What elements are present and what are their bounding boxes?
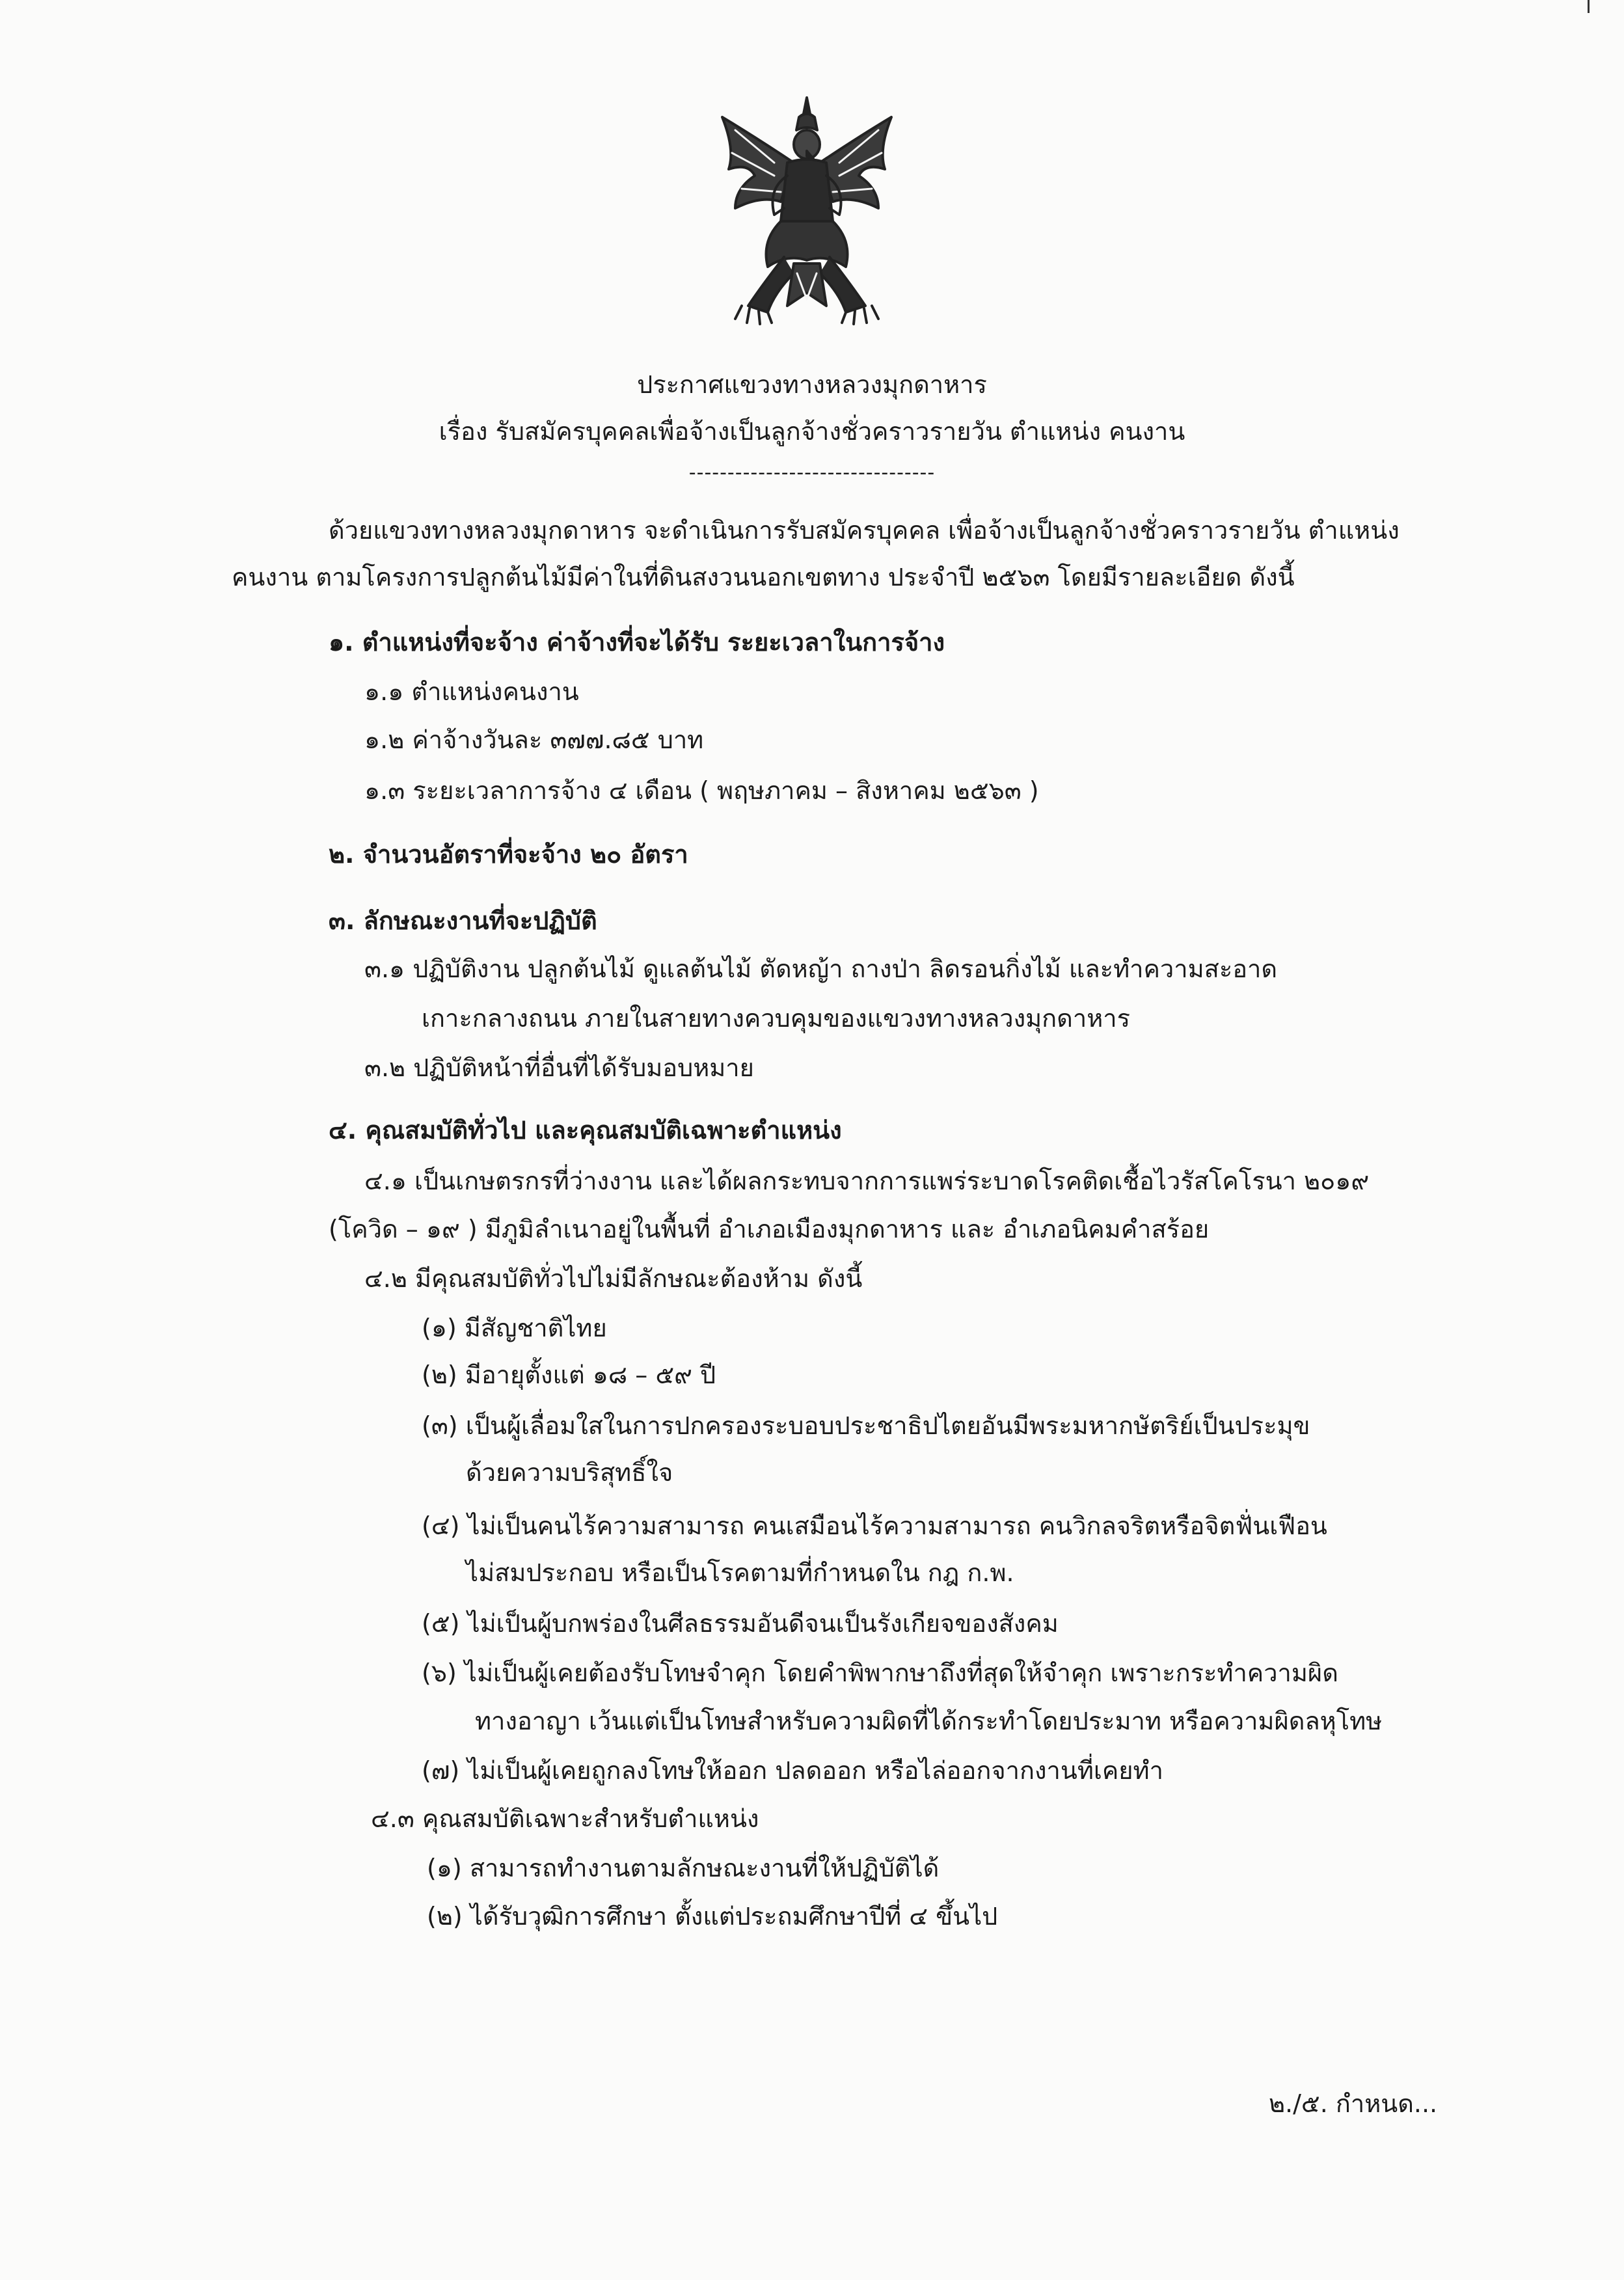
qualification-6-line-1: (๖) ไม่เป็นผู้เคยต้องรับโทษจำคุก โดยคำพิพากษาถึงที่สุดให้จำคุก เพราะกระทำความผิด <box>422 1659 1338 1687</box>
qualification-3-line-1: (๓) เป็นผู้เลื่อมใสในการปกครองระบอบประชาธิปไตยอันมีพระมหากษัตริย์เป็นประมุข <box>422 1411 1310 1440</box>
section-3-item-1-line-2: เกาะกลางถนน ภายในสายทางควบคุมของแขวงทางหลวงมุกดาหาร <box>422 1004 1130 1033</box>
scan-edge-mark <box>1588 0 1590 13</box>
section-3-item-1-line-1: ๓.๑ ปฏิบัติงาน ปลูกต้นไม้ ดูแลต้นไม้ ตัดหญ้า ถางป่า ลิดรอนกิ่งไม้ และทำความสะอาด <box>364 955 1278 983</box>
qualification-4-line-2: ไม่สมประกอบ หรือเป็นโรคตามที่กำหนดใน กฎ ก.พ. <box>466 1558 1014 1587</box>
section-4-item-3-heading: ๔.๓ คุณสมบัติเฉพาะสำหรับตำแหน่ง <box>371 1804 759 1833</box>
qualification-1: (๑) มีสัญชาติไทย <box>422 1314 607 1342</box>
page-continuation: ๒./๕. กำหนด... <box>1269 2089 1438 2118</box>
announcement-title: ประกาศแขวงทางหลวงมุกดาหาร <box>637 370 987 399</box>
section-1-heading: ๑. ตำแหน่งที่จะจ้าง ค่าจ้างที่จะได้รับ ระยะเวลาในการจ้าง <box>329 628 945 657</box>
section-3-heading: ๓. ลักษณะงานที่จะปฏิบัติ <box>329 906 597 935</box>
section-3-item-2: ๓.๒ ปฏิบัติหน้าที่อื่นที่ได้รับมอบหมาย <box>364 1053 754 1082</box>
section-4-item-1-line-1: ๔.๑ เป็นเกษตรกรที่ว่างงาน และได้ผลกระทบจากการแพร่ระบาดโรคติดเชื้อไวรัสโคโรนา ๒๐๑๙ <box>364 1167 1370 1195</box>
qualification-3-line-2: ด้วยความบริสุทธิ์ใจ <box>466 1458 673 1487</box>
section-1-item-2: ๑.๒ ค่าจ้างวันละ ๓๗๗.๘๕ บาท <box>364 726 704 754</box>
garuda-emblem-icon <box>709 91 904 338</box>
specific-qualification-1: (๑) สามารถทำงานตามลักษณะงานที่ให้ปฏิบัติได้ <box>427 1854 940 1882</box>
section-4-item-1-line-2: (โควิด – ๑๙ ) มีภูมิลำเนาอยู่ในพื้นที่ อำเภอเมืองมุกดาหาร และ อำเภอนิคมคำสร้อย <box>329 1215 1210 1243</box>
section-4-item-2-heading: ๔.๒ มีคุณสมบัติทั่วไปไม่มีลักษณะต้องห้าม ดังนี้ <box>364 1264 863 1293</box>
qualification-4-line-1: (๔) ไม่เป็นคนไร้ความสามารถ คนเสมือนไร้ความสามารถ คนวิกลจริตหรือจิตฟั่นเฟือน <box>422 1512 1327 1540</box>
section-4-heading: ๔. คุณสมบัติทั่วไป และคุณสมบัติเฉพาะตำแหน่ง <box>329 1116 842 1145</box>
qualification-5: (๕) ไม่เป็นผู้บกพร่องในศีลธรรมอันดีจนเป็นรังเกียจของสังคม <box>422 1609 1059 1638</box>
specific-qualification-2: (๒) ได้รับวุฒิการศึกษา ตั้งแต่ประถมศึกษาปีที่ ๔ ขึ้นไป <box>427 1902 998 1931</box>
header-divider: -------------------------------- <box>688 461 936 484</box>
qualification-7: (๗) ไม่เป็นผู้เคยถูกลงโทษให้ออก ปลดออก หรือไล่ออกจากงานที่เคยทำ <box>422 1756 1163 1785</box>
qualification-6-line-2: ทางอาญา เว้นแต่เป็นโทษสำหรับความผิดที่ได้กระทำโดยประมาท หรือความผิดลหุโทษ <box>475 1707 1383 1735</box>
intro-line-2: คนงาน ตามโครงการปลูกต้นไม้มีค่าในที่ดินสงวนนอกเขตทาง ประจำปี ๒๕๖๓ โดยมีรายละเอียด ดังนี้ <box>232 563 1295 591</box>
section-1-item-1: ๑.๑ ตำแหน่งคนงาน <box>364 677 579 706</box>
announcement-subject: เรื่อง รับสมัครบุคคลเพื่อจ้างเป็นลูกจ้างชั่วคราวรายวัน ตำแหน่ง คนงาน <box>439 417 1185 446</box>
intro-line-1: ด้วยแขวงทางหลวงมุกดาหาร จะดำเนินการรับสมัครบุคคล เพื่อจ้างเป็นลูกจ้างชั่วคราวรายวัน ตำแหน่ง <box>329 516 1400 545</box>
section-2-heading: ๒. จำนวนอัตราที่จะจ้าง ๒๐ อัตรา <box>329 840 688 869</box>
section-1-item-3: ๑.๓ ระยะเวลาการจ้าง ๔ เดือน ( พฤษภาคม – สิงหาคม ๒๕๖๓ ) <box>364 776 1039 805</box>
qualification-2: (๒) มีอายุตั้งแต่ ๑๘ – ๕๙ ปี <box>422 1361 716 1389</box>
